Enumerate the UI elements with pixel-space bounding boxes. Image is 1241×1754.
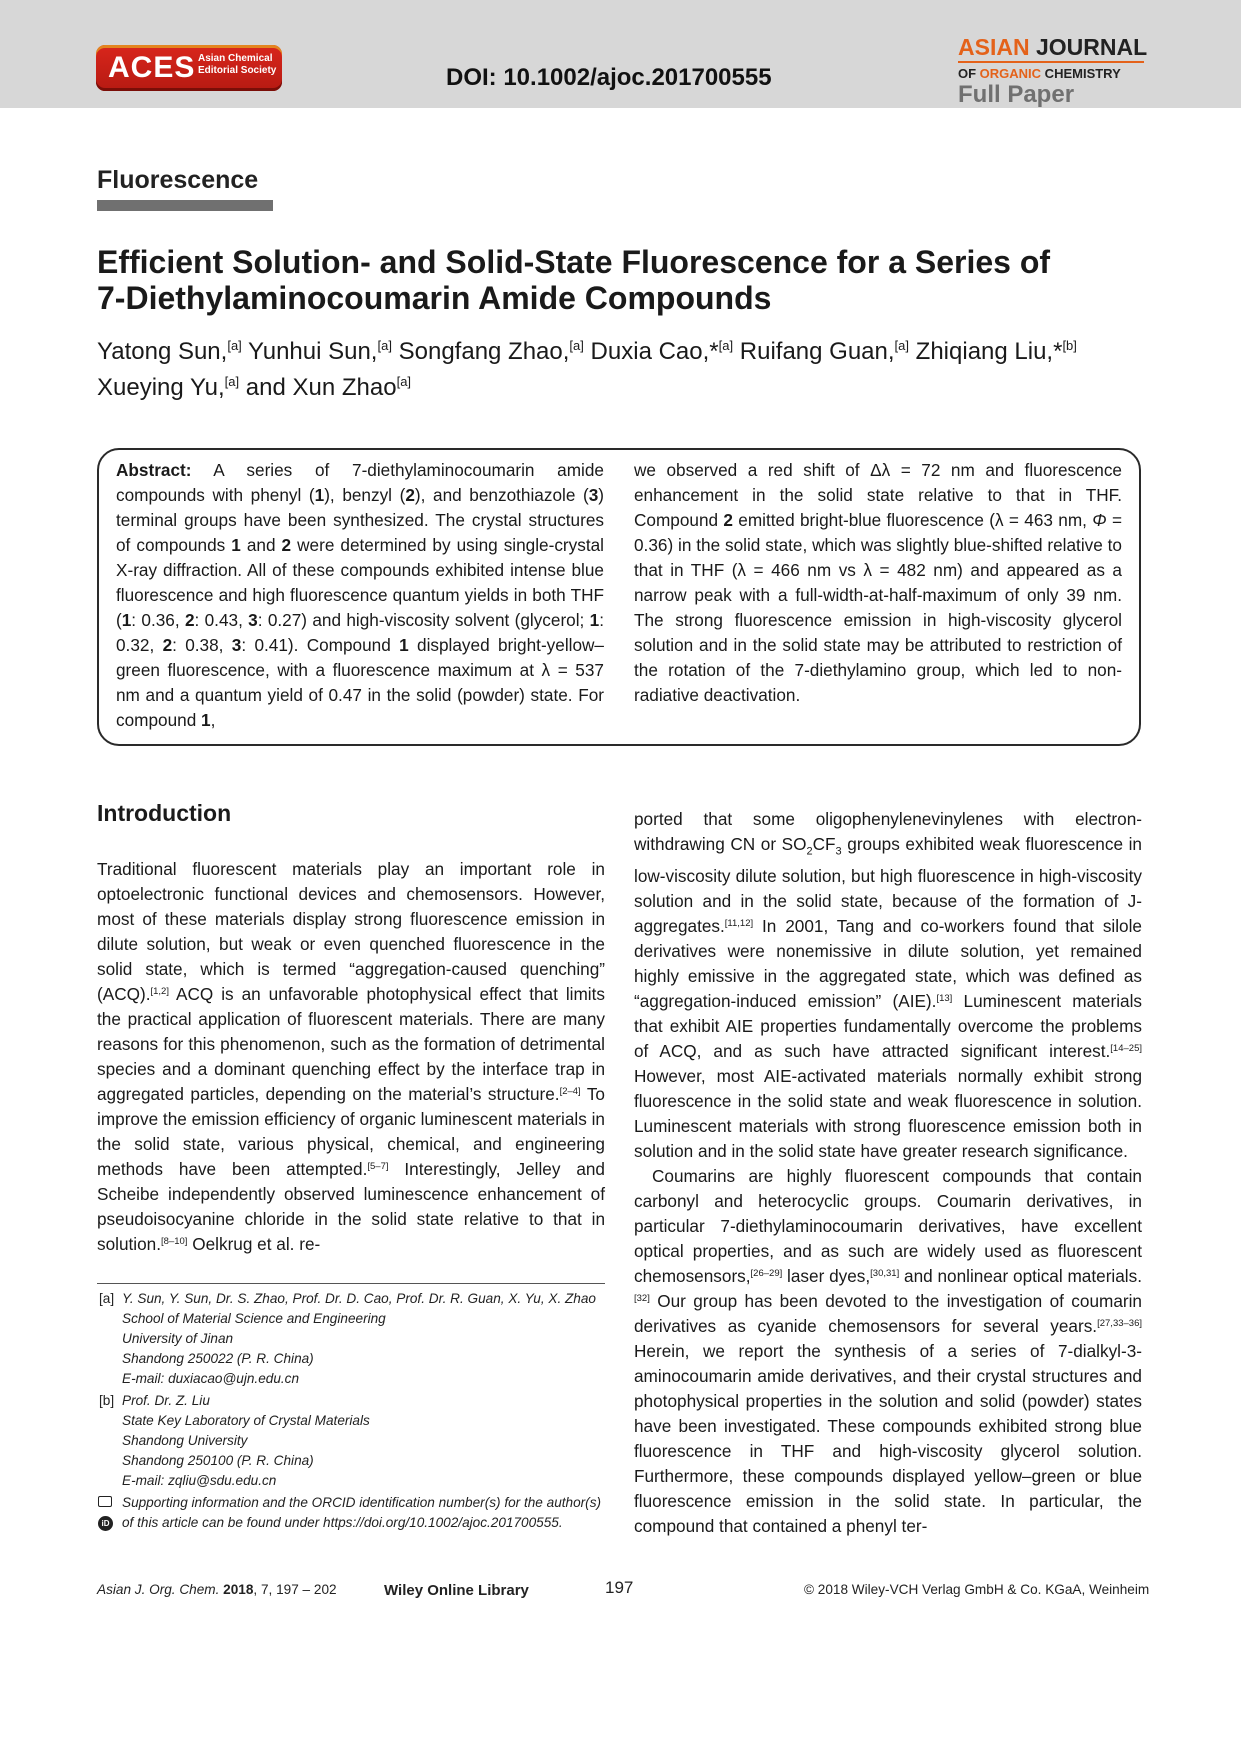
author: Duxia Cao,* bbox=[583, 338, 719, 365]
computer-icon bbox=[98, 1496, 112, 1507]
author: and Xun Zhao bbox=[239, 374, 397, 401]
author: Songfang Zhao, bbox=[391, 338, 570, 365]
citation-ref[interactable]: [2–4] bbox=[559, 1086, 581, 1097]
introduction-heading: Introduction bbox=[97, 800, 232, 826]
citation-ref[interactable]: [1,2] bbox=[150, 986, 169, 997]
email-link[interactable]: E-mail: duxiacao@ujn.edu.cn bbox=[122, 1371, 300, 1386]
citation-ref[interactable]: [26–29] bbox=[750, 1268, 783, 1280]
email-link[interactable]: E-mail: zqliu@sdu.edu.cn bbox=[122, 1473, 277, 1488]
citation-ref[interactable]: [8–10] bbox=[161, 1236, 188, 1247]
wiley-online-library-link[interactable]: Wiley Online Library bbox=[384, 1582, 529, 1599]
citation-ref[interactable]: [30,31] bbox=[870, 1268, 900, 1280]
citation-ref[interactable]: [27,33–36] bbox=[1097, 1318, 1142, 1330]
author: Yunhui Sun, bbox=[241, 338, 378, 365]
body-left-column: Traditional fluorescent materials play an important role in optoelectronic functional devices and chemosensors. However, most of these materials display strong fluorescence emission in dilute solution, but weak or even quenched fluorescence in the solid state, which is termed “aggregation-caused quenching” (ACQ).[1,2] ACQ is an unfavorable photophysical effect that limits the practical application of fluorescent materials. There are many reasons for this phenomenon, such as the formation of detrimental species and a dominant quenching effect by the interface trap in aggregated particles, depending on the material’s structure.[2–4] To improve the emission efficiency of organic luminescent materials in the solid state, various physical, chemical, and engineering methods have been attempted.[5–7] Interestingly, Jelley and Scheibe independently observed luminescence enhancement of pseudoisocyanine chloride in the solid state relative to that in solution.[8–10] Oelkrug et al. re- bbox=[97, 859, 605, 1254]
affiliation-b: [b] Prof. Dr. Z. Liu State Key Laboratory of Crystal Materials Shandong University Shandong 250100 (P. R. China) E-mail: zqliu@sdu.edu.cn bbox=[97, 1391, 605, 1491]
article-type: Full Paper bbox=[958, 81, 1075, 108]
aces-logo bbox=[96, 45, 282, 91]
citation-ref[interactable]: [13] bbox=[936, 993, 953, 1005]
section-label: Fluorescence bbox=[97, 166, 259, 194]
author: Ruifang Guan, bbox=[733, 338, 895, 365]
abstract-left-column: Abstract: A series of 7-diethylaminocoumarin amide compounds with phenyl (1), benzyl (2), and benzothiazole (3) terminal groups have been synthesized. The crystal structures of compounds 1 and 2 were determined by using single-crystal X-ray diffraction. All of these compounds exhibited intense blue fluorescence and high fluorescence quantum yields in both THF (1: 0.36, 2: 0.43, 3: 0.27) and high-viscosity solvent (glycerol; 1: 0.32, 2: 0.38, 3: 0.41). Compound 1 displayed bright-yellow–green fluorescence, with a fluorescence maximum at λ = 537 nm and a quantum yield of 0.47 in the solid (powder) state. For compound 1, bbox=[116, 460, 605, 730]
page-number: 197 bbox=[605, 1578, 634, 1597]
footnote-rule bbox=[97, 1283, 605, 1284]
abstract-label: Abstract: bbox=[116, 460, 192, 480]
citation-ref[interactable]: [14–25] bbox=[1110, 1043, 1142, 1055]
author-list: Yatong Sun,[a] Yunhui Sun,[a] Songfang Zhao,[a] Duxia Cao,*[a] Ruifang Guan,[a] Zhiqiang Liu,*[b] Xueying Yu,[a] and Xun Zhao[a] bbox=[97, 338, 1077, 401]
aces-logo-text: ACES bbox=[108, 51, 196, 84]
citation-ref[interactable]: [5–7] bbox=[367, 1161, 389, 1172]
orcid-icon: iD bbox=[98, 1516, 113, 1531]
citation-ref[interactable]: [11,12] bbox=[724, 918, 754, 930]
doi-link[interactable]: DOI: 10.1002/ajoc.201700555 bbox=[446, 64, 772, 91]
article-title: Efficient Solution- and Solid-State Fluorescence for a Series of 7-Diethylaminocoumarin Amide Compounds bbox=[97, 244, 1051, 316]
affiliation-a: [a] Y. Sun, Y. Sun, Dr. S. Zhao, Prof. Dr. D. Cao, Prof. Dr. R. Guan, X. Yu, X. Zhao School of Material Science and Engineering University of Jinan Shandong 250022 (P. R. China) E-mail: duxiacao@ujn.edu.cn bbox=[97, 1289, 605, 1389]
footer-citation: Asian J. Org. Chem. 2018, 7, 197 – 202 bbox=[97, 1582, 337, 1597]
copyright: © 2018 Wiley-VCH Verlag GmbH & Co. KGaA, Weinheim bbox=[804, 1582, 1150, 1597]
journal-logo: ASIAN JOURNAL OF ORGANIC CHEMISTRY Full Paper bbox=[958, 34, 1158, 108]
aces-logo-subtitle: Asian Chemical Editorial Society bbox=[198, 53, 277, 76]
body-right-column: ported that some oligophenylenevinylenes with electron-withdrawing CN or $SO_2CF_3$ groups exhibited weak fluorescence in low-viscosity dilute solution, but high fluorescence in high-viscosity solution and in the solid state, because of the formation of J-aggregates.[11,12] In 2001, Tang and co-workers found that silole derivatives were nonemissive in dilute solution, yet remained highly emissive in the aggregated state, which was defined as “aggregation-induced emission” (AIE).[13] Luminescent materials that exhibit AIE properties fundamentally overcome the problems of ACQ, and as such have attracted significant interest.[14–25] However, most AIE-activated materials normally exhibit strong fluorescence in the solid state and weak fluorescence in solution. Luminescent materials with strong fluorescence emission both in solution and in the solid state have greater research significance. Coumarins are highly fluorescent compounds that contain carbonyl and heterocyclic groups. Coumarin derivatives, in particular 7-diethylaminocoumarin derivatives, have excellent optical properties, and as such are widely used as fluorescent chemosensors,[26–29] laser dyes,[30,31] and nonlinear optical materials.[32] Our group has been devoted to the investigation of coumarin derivatives as cyanide chemosensors for several years.[27,33–36] Herein, we report the synthesis of a series of 7-dialkyl-3-aminocoumarin amide derivatives, and their crystal structures and photophysical properties in the solution and solid (powder) states have been investigated. These compounds exhibited strong blue fluorescence in THF and high-viscosity glycerol solution. Furthermore, these compounds displayed yellow–green or blue fluorescence emission in the solid state. In particular, the compound that contained a phenyl ter- bbox=[634, 809, 1142, 1537]
author: Yatong Sun, bbox=[97, 338, 228, 365]
abstract-right-column: we observed a red shift of Δλ = 72 nm and fluorescence enhancement in the solid state relative to that in THF. Compound 2 emitted bright-blue fluorescence (λ = 463 nm, Φ = 0.36) in the solid state, which was slightly blue-shifted relative to that in THF (λ = 466 nm vs λ = 482 nm) and appeared as a narrow peak with a full-width-at-half-maximum of only 39 nm. The strong fluorescence emission in high-viscosity glycerol solution and in the solid state may be attributed to restriction of the rotation of the 7-diethylamino group, which led to non-radiative deactivation. bbox=[634, 460, 1122, 705]
author: Zhiqiang Liu,* bbox=[909, 338, 1063, 365]
supporting-info-note: iD Supporting information and the ORCID identification number(s) for the author(s) of this article can be found under https://doi.org/10.1002/ajoc.201700555. bbox=[97, 1493, 605, 1533]
section-bar bbox=[97, 200, 273, 211]
author: Xueying Yu, bbox=[97, 374, 225, 401]
citation-ref[interactable]: [32] bbox=[634, 1293, 650, 1305]
